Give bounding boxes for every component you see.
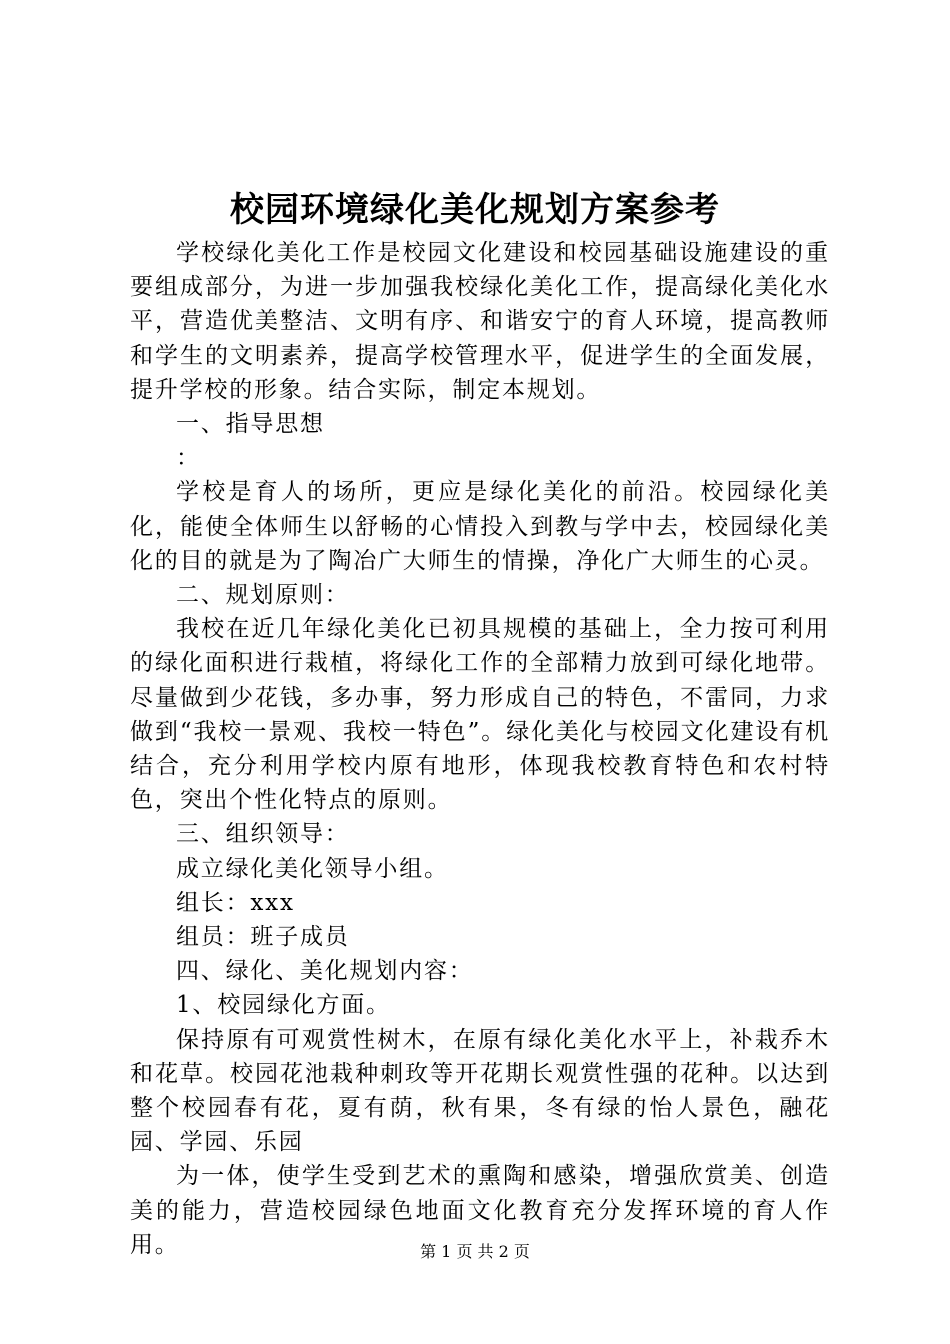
leader-line: 组长：xxx (176, 889, 295, 916)
document-title: 校园环境绿化美化规划方案参考 (230, 190, 720, 230)
section-heading-plan-content: 四、绿化、美化规划内容： (176, 958, 474, 985)
section-heading-leadership: 三、组织领导： (176, 821, 350, 848)
document-body (130, 236, 830, 1262)
greening-continuation-paragraph: 为一体，使学生受到艺术的熏陶和感染，增强欣赏美、创造美的能力，营造校园绿色地面文化教育充分发挥环境的育人作用。 (130, 1163, 830, 1258)
section-heading-principles: 二、规划原则： (176, 582, 350, 609)
colon-line: ： (176, 445, 201, 472)
subsection-heading-greening: 1、校园绿化方面。 (176, 992, 391, 1019)
members-line: 组员：班子成员 (176, 924, 350, 951)
principles-paragraph: 我校在近几年绿化美化已初具规模的基础上，全力按可利用的绿化面积进行栽植，将绿化工作的全部精力放到可绿化地带。尽量做到少花钱，多办事，努力形成自己的特色，不雷同，力求做到“我校一景观、我校一特色”。绿化美化与校园文化建设有机结合，充分利用学校内原有地形，体现我校教育特色和农村特色，突出个性化特点的原则。 (130, 616, 830, 814)
leadership-group-line: 成立绿化美化领导小组。 (176, 855, 449, 882)
greening-paragraph: 保持原有可观赏性树木，在原有绿化美化水平上，补栽乔木和花草。校园花池栽种刺玫等开花期长观赏性强的花种。以达到整个校园春有花，夏有荫，秋有果，冬有绿的怡人景色，融花园、学园、乐园 (130, 1026, 830, 1156)
intro-paragraph: 学校绿化美化工作是校园文化建设和校园基础设施建设的重要组成部分，为进一步加强我校绿化美化工作，提高绿化美化水平，营造优美整洁、文明有序、和谐安宁的育人环境，提高教师和学生的文明素养，提高学校管理水平，促进学生的全面发展，提升学校的形象。结合实际，制定本规划。 (130, 240, 830, 403)
section-heading-guiding-idea: 一、指导思想 (176, 411, 325, 438)
guiding-idea-paragraph: 学校是育人的场所，更应是绿化美化的前沿。校园绿化美化，能使全体师生以舒畅的心情投入到教与学中去，校园绿化美化的目的就是为了陶冶广大师生的情操，净化广大师生的心灵。 (130, 479, 830, 574)
page-number-footer: 第 1 页 共 2 页 (420, 1242, 530, 1261)
